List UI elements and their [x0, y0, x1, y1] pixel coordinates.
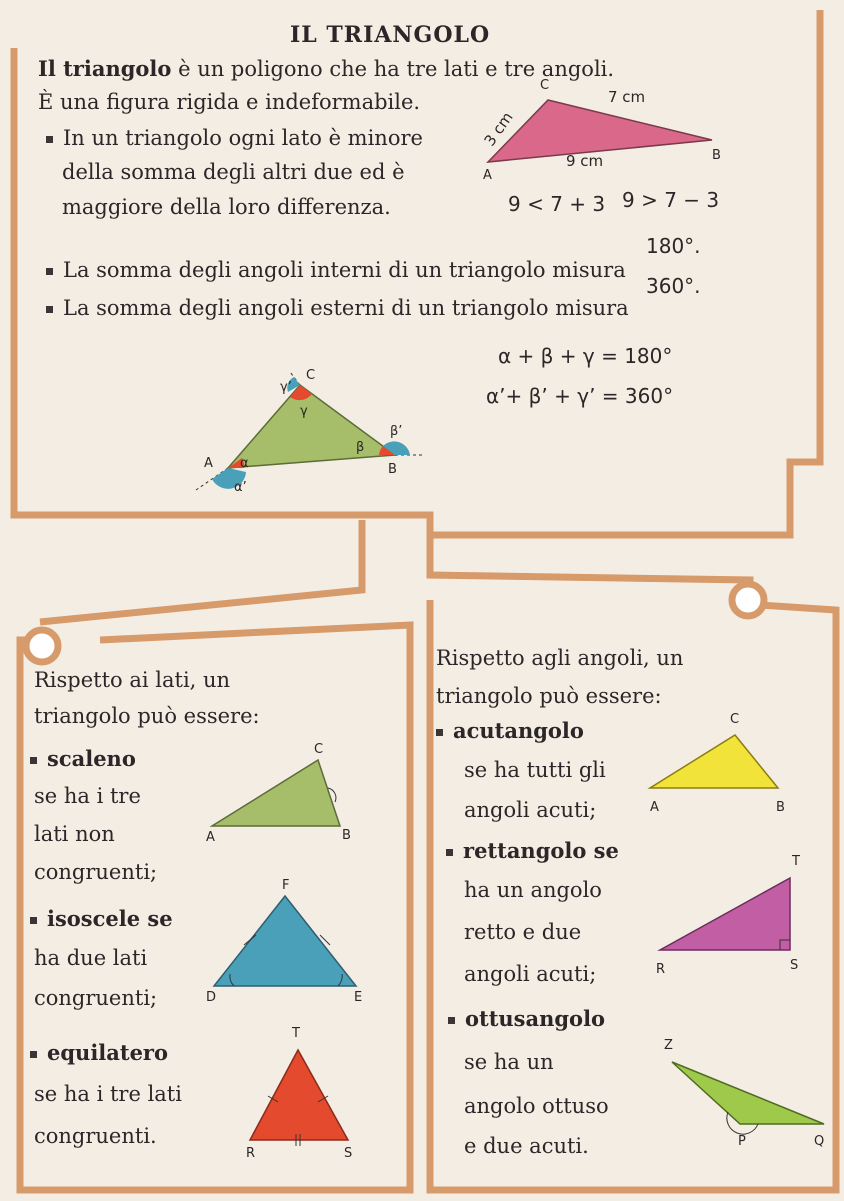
scaleno-line-3: congruenti;	[34, 860, 158, 884]
acutangolo-line-2: angoli acuti;	[464, 798, 597, 822]
isoscele-vertex-e: E	[354, 990, 363, 1005]
scaleno-vertex-c: C	[314, 742, 324, 757]
connector-dot-left	[26, 630, 58, 662]
connector-dot-right	[732, 584, 764, 616]
inequality-sum: 9 < 7 + 3	[508, 192, 606, 216]
side-rule-1: In un triangolo ogni lato è minore	[46, 126, 423, 150]
scaleno-line-2: lati non	[34, 822, 115, 846]
scaleno-vertex-a: A	[206, 830, 215, 845]
triangle-equilatero	[250, 1050, 348, 1140]
fig1-side-ac: 3 cm	[480, 108, 517, 150]
sum-internal-value: 180°.	[646, 234, 701, 258]
ottusangolo-vertex-q: Q	[814, 1134, 825, 1149]
fig2-vertex-c: C	[306, 368, 316, 383]
acutangolo-title: acutangolo	[436, 718, 584, 743]
fig2-vertex-b: B	[388, 462, 397, 477]
fig2-gamma: γ	[300, 404, 308, 419]
scaleno-line-1: se ha i tre	[34, 784, 141, 808]
side-rule-2: della somma degli altri due ed è	[62, 160, 405, 184]
angles-intro-1: Rispetto agli angoli, un	[436, 646, 684, 670]
isoscele-vertex-d: D	[206, 990, 217, 1005]
fig1-side-cb: 7 cm	[608, 88, 646, 106]
sides-intro-2: triangolo può essere:	[34, 704, 260, 728]
isoscele-vertex-f: F	[282, 878, 290, 893]
fig2-alpha: α	[240, 456, 249, 471]
acutangolo-vertex-b: B	[776, 800, 785, 815]
triangle-isoscele	[214, 896, 356, 986]
triangle-rettangolo	[660, 878, 790, 950]
fig2-gamma-ext: γ’	[280, 380, 292, 395]
connector-right	[430, 535, 750, 596]
fig1-vertex-b: B	[712, 148, 721, 163]
connector-left	[40, 520, 362, 622]
ottusangolo-line-2: angolo ottuso	[464, 1094, 609, 1118]
equilatero-line-2: congruenti.	[34, 1124, 157, 1148]
equilatero-vertex-t: T	[292, 1026, 300, 1041]
rettangolo-line-2: retto e due	[464, 920, 582, 944]
side-rule-3: maggiore della loro differenza.	[62, 195, 391, 219]
formula-external: α’+ β’ + γ’ = 360°	[486, 384, 674, 408]
isoscele-line-1: ha due lati	[34, 946, 148, 970]
rigid-line: È una figura rigida e indeformabile.	[38, 90, 421, 114]
acutangolo-vertex-a: A	[650, 800, 659, 815]
inequality-diff: 9 > 7 − 3	[622, 188, 720, 212]
fig2-beta-ext: β’	[390, 424, 403, 439]
ottusangolo-title: ottusangolo	[448, 1006, 605, 1031]
triangle-ottusangolo	[672, 1062, 824, 1124]
equilatero-vertex-r: R	[246, 1146, 256, 1161]
definition-line	[38, 56, 614, 81]
acutangolo-line-1: se ha tutti gli	[464, 758, 606, 782]
isoscele-line-2: congruenti;	[34, 986, 158, 1010]
rettangolo-line-3: angoli acuti;	[464, 962, 597, 986]
sum-external-text: La somma degli angoli esterni di un triangolo misura	[46, 296, 629, 320]
ottusangolo-line-3: e due acuti.	[464, 1134, 589, 1158]
sum-external-value: 360°.	[646, 274, 701, 298]
formula-internal: α + β + γ = 180°	[498, 344, 673, 368]
equilatero-title: equilatero	[30, 1040, 168, 1065]
isoscele-title: isoscele se	[30, 906, 173, 931]
sum-internal-text: La somma degli angoli interni di un triangolo misura	[46, 258, 626, 282]
sides-intro-1: Rispetto ai lati, un	[34, 668, 231, 692]
triangle-angles	[228, 385, 395, 468]
rettangolo-vertex-t: T	[792, 854, 800, 869]
fig2-vertex-a: A	[204, 456, 213, 471]
rettangolo-line-1: ha un angolo	[464, 878, 602, 902]
equilatero-line-1: se ha i tre lati	[34, 1082, 182, 1106]
angles-intro-2: triangolo può essere:	[436, 684, 662, 708]
ottusangolo-line-1: se ha un	[464, 1050, 554, 1074]
page-title: IL TRIANGOLO	[290, 22, 491, 48]
rettangolo-vertex-r: R	[656, 962, 666, 977]
rettangolo-vertex-s: S	[790, 958, 799, 973]
rettangolo-title: rettangolo se	[446, 838, 619, 863]
triangle-scaleno	[212, 760, 340, 826]
ottusangolo-vertex-p: P	[738, 1134, 746, 1149]
fig1-side-ab: 9 cm	[566, 152, 604, 170]
definition-bold: Il triangolo	[38, 56, 172, 81]
equilatero-vertex-s: S	[344, 1146, 353, 1161]
fig1-vertex-c: C	[540, 78, 550, 93]
triangle-acutangolo	[650, 735, 778, 788]
fig2-beta: β	[356, 440, 365, 455]
scaleno-title: scaleno	[30, 746, 136, 771]
acutangolo-vertex-c: C	[730, 712, 740, 727]
ottusangolo-vertex-z: Z	[664, 1038, 673, 1053]
fig1-vertex-a: A	[483, 168, 492, 183]
scaleno-vertex-b: B	[342, 828, 351, 843]
definition-rest: è un poligono che ha tre lati e tre angoli.	[178, 57, 615, 81]
fig2-alpha-ext: α’	[234, 480, 247, 495]
